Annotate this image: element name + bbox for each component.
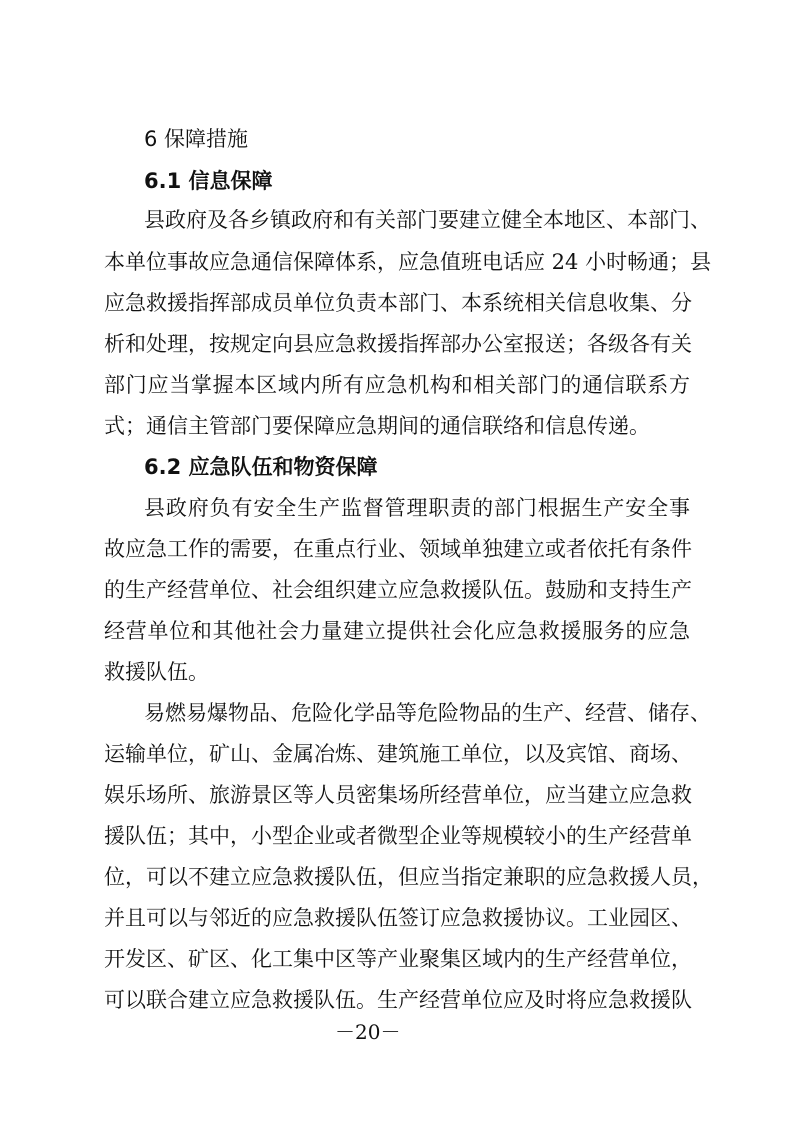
section-heading-6-2: 6.2 应急队伍和物资保障 xyxy=(144,455,378,479)
paragraph-line: 运输单位，矿山、金属冶炼、建筑施工单位，以及宾馆、商场、 xyxy=(104,742,692,766)
paragraph-line: 应急救援指挥部成员单位负责本部门、本系统相关信息收集、分 xyxy=(104,291,692,315)
paragraph-line: 可以联合建立应急救援队伍。生产经营单位应及时将应急救援队 xyxy=(104,988,692,1012)
paragraph-line: 式；通信主管部门要保障应急期间的通信联络和信息传递。 xyxy=(104,414,650,438)
paragraph-line: 析和处理，按规定向县应急救援指挥部办公室报送；各级各有关 xyxy=(104,332,692,356)
paragraph-line: 娱乐场所、旅游景区等人员密集场所经营单位，应当建立应急救 xyxy=(104,783,692,807)
paragraph-line: 开发区、矿区、化工集中区等产业聚集区域内的生产经营单位， xyxy=(104,947,692,971)
paragraph-line: 县政府及各乡镇政府和有关部门要建立健全本地区、本部门、 xyxy=(144,208,711,232)
paragraph-line: 易燃易爆物品、危险化学品等危险物品的生产、经营、储存、 xyxy=(144,701,711,725)
paragraph-line: 本单位事故应急通信保障体系，应急值班电话应 24 小时畅通；县 xyxy=(104,250,712,274)
section-heading-6: 6 保障措施 xyxy=(144,127,249,151)
page-number: －20－ xyxy=(335,1020,401,1044)
paragraph-line: 援队伍；其中，小型企业或者微型企业等规模较小的生产经营单 xyxy=(104,824,692,848)
paragraph-line: 救援队伍。 xyxy=(104,660,209,684)
paragraph-line: 的生产经营单位、社会组织建立应急救援队伍。鼓励和支持生产 xyxy=(104,578,692,602)
paragraph-line: 县政府负有安全生产监督管理职责的部门根据生产安全事 xyxy=(144,496,690,520)
section-heading-6-1: 6.1 信息保障 xyxy=(144,169,273,193)
paragraph-line: 并且可以与邻近的应急救援队伍签订应急救援协议。工业园区、 xyxy=(104,906,692,930)
paragraph-line: 故应急工作的需要，在重点行业、领域单独建立或者依托有条件 xyxy=(104,537,692,561)
paragraph-line: 位，可以不建立应急救援队伍，但应当指定兼职的应急救援人员， xyxy=(104,865,713,889)
paragraph-line: 部门应当掌握本区域内所有应急机构和相关部门的通信联系方 xyxy=(104,373,690,397)
paragraph-line: 经营单位和其他社会力量建立提供社会化应急救援服务的应急 xyxy=(104,619,690,643)
